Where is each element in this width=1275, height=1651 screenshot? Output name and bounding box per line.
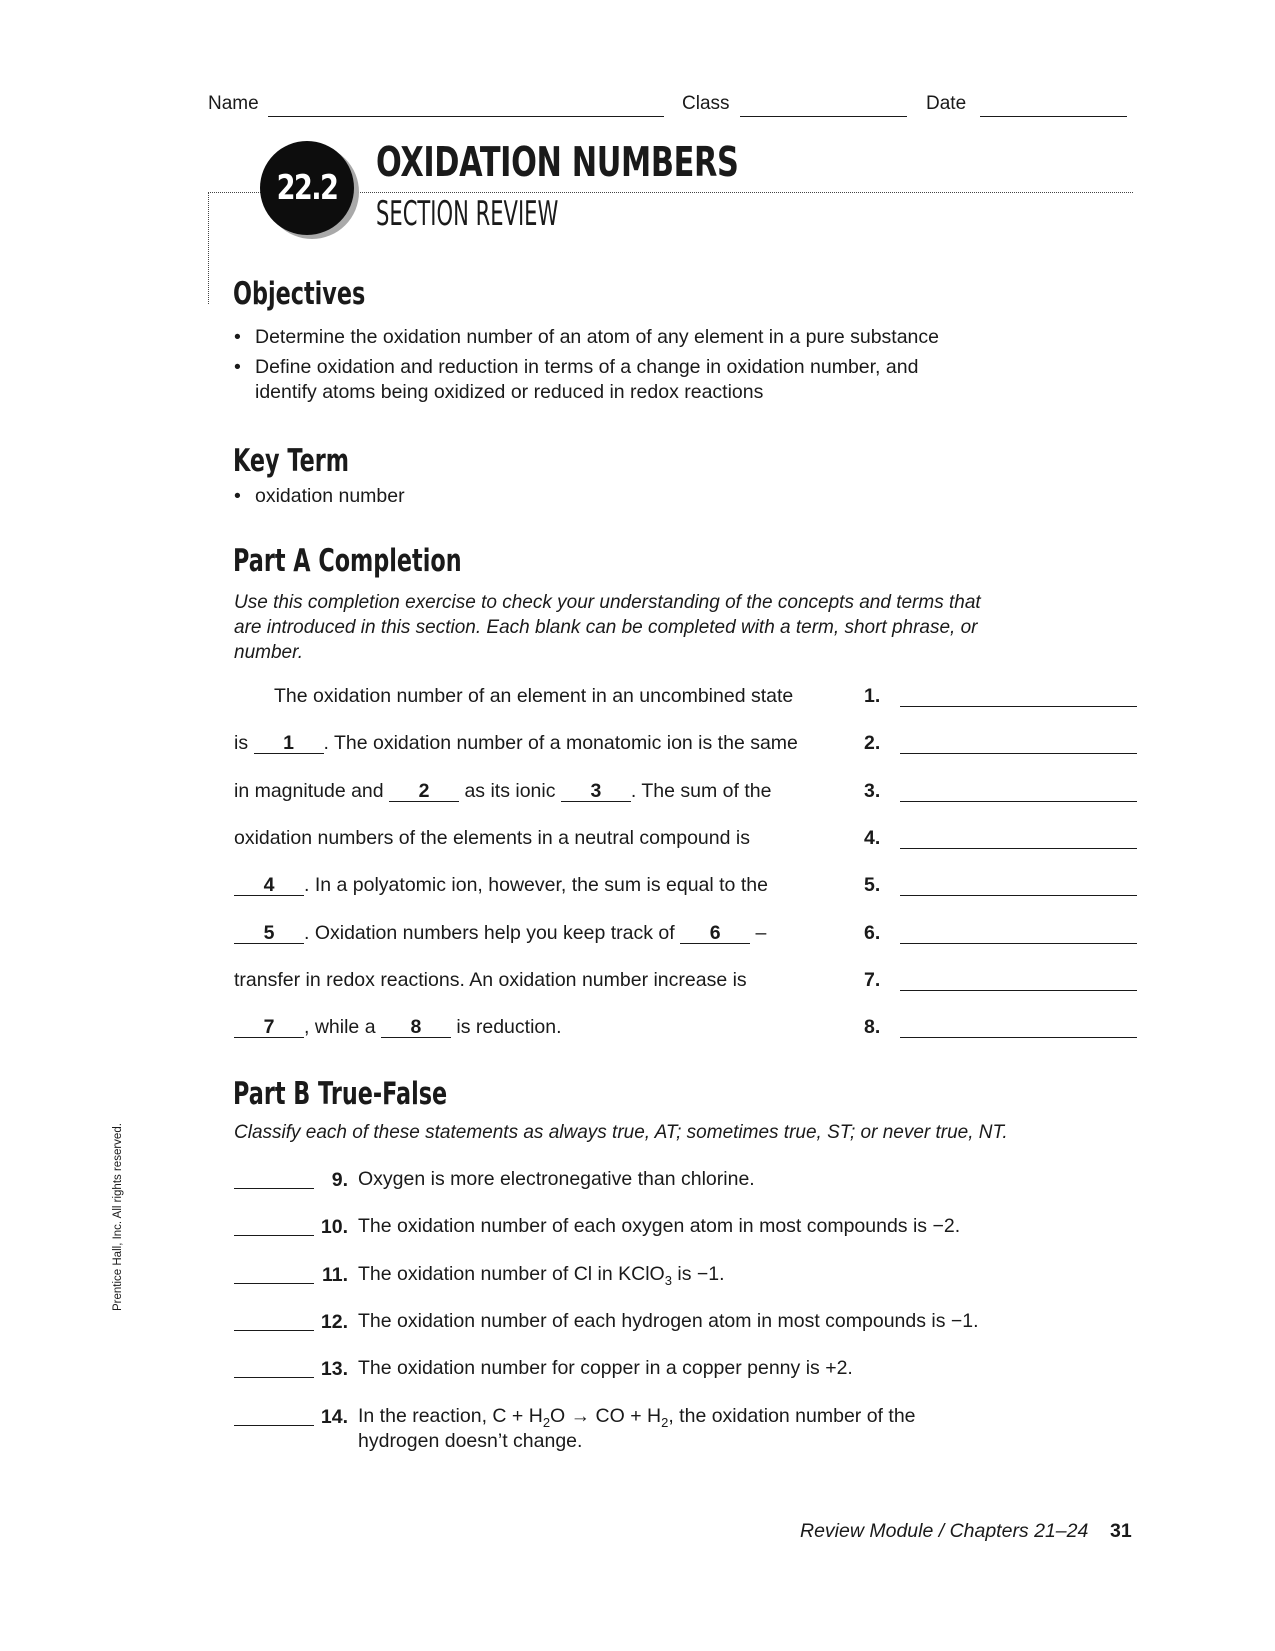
answer-field[interactable] [900, 753, 1137, 754]
part-b-instructions: Classify each of these statements as always true, AT; sometimes true, ST; or never true, NT. [234, 1122, 1008, 1143]
statement-text: The oxidation number of each oxygen atom in most compounds is −2. [358, 1215, 961, 1238]
footer-module: Review Module / Chapters 21–24 [800, 1520, 1089, 1542]
bullet-icon: • [234, 326, 241, 348]
subscript: 2 [661, 1414, 669, 1430]
part-b-heading: Part B True-False [233, 1076, 448, 1112]
objective-text: Define oxidation and reduction in terms of a change in oxidation number, and [255, 356, 919, 378]
answer-field[interactable] [900, 1037, 1137, 1038]
item-number: 9. [331, 1169, 348, 1191]
completion-line: The oxidation number of an element in an uncombined state [274, 685, 794, 707]
date-field[interactable] [980, 116, 1127, 117]
objectives-heading: Objectives [233, 276, 366, 312]
copyright-note: Prentice Hall, Inc. All rights reserved. [112, 1123, 124, 1311]
answer-field[interactable] [900, 990, 1137, 991]
completion-line: is 1 . The oxidation number of a monatomic ion is the same [234, 732, 798, 755]
completion-blank[interactable]: 3 [561, 781, 631, 802]
statement-text: hydrogen doesn’t change. [358, 1429, 583, 1452]
answer-number: 1. [864, 685, 881, 707]
completion-line: transfer in redox reactions. An oxidation number increase is [234, 968, 747, 991]
class-label: Class [682, 93, 730, 114]
statement-text: The oxidation number of each hydrogen atom in most compounds is −1. [358, 1309, 979, 1332]
answer-number: 2. [864, 732, 881, 755]
statement-text: The oxidation number of Cl in KClO$_3$ is −1. [358, 1262, 725, 1288]
completion-blank[interactable]: 6 [680, 923, 750, 944]
section-number: 22.2 [276, 168, 338, 208]
completion-line: oxidation numbers of the elements in a neutral compound is [234, 826, 750, 849]
answer-number: 6. [864, 921, 881, 944]
header-dotted-margin [208, 192, 209, 304]
answer-number: 5. [864, 874, 881, 897]
section-badge [260, 141, 354, 235]
completion-blank[interactable]: 4 [234, 875, 304, 896]
completion-blank[interactable]: 1 [254, 733, 324, 754]
key-term-heading: Key Term [233, 443, 350, 479]
section-subtitle: SECTION REVIEW [376, 194, 559, 234]
answer-field[interactable] [900, 848, 1137, 849]
item-number: 10. [320, 1216, 348, 1239]
objective-text: Determine the oxidation number of an atom of any element in a pure substance [255, 326, 939, 348]
answer-number: 3. [864, 779, 881, 802]
item-number: 14. [320, 1405, 348, 1428]
item-number: 13. [320, 1358, 348, 1381]
answer-field[interactable] [900, 943, 1137, 944]
completion-blank[interactable]: 8 [381, 1017, 451, 1038]
answer-field[interactable] [900, 895, 1137, 896]
answer-number: 4. [864, 826, 881, 849]
objective-text: identify atoms being oxidized or reduced in redox reactions [255, 381, 764, 403]
completion-blank[interactable]: 7 [234, 1017, 304, 1038]
name-field[interactable] [268, 116, 664, 117]
statement-text: Oxygen is more electronegative than chlorine. [358, 1168, 755, 1190]
completion-line: 4 . In a polyatomic ion, however, the sum is equal to the [234, 872, 768, 898]
date-label: Date [926, 93, 967, 114]
item-number: 11. [321, 1263, 348, 1286]
part-a-instructions: Use this completion exercise to check your understanding of the concepts and terms that are introduced in this section. Each blank can be completed with a term, short phrase, or number. [234, 592, 981, 663]
subscript: 2 [542, 1414, 551, 1430]
statement-text: The oxidation number for copper in a copper penny is +2. [358, 1357, 853, 1380]
item-number: 12. [320, 1310, 348, 1333]
subscript: 3 [664, 1272, 672, 1288]
answer-field[interactable] [900, 801, 1137, 802]
completion-line: in magnitude and 2 as its ionic 3 . The sum of the [234, 779, 772, 802]
bullet-icon: • [234, 485, 241, 507]
class-field[interactable] [740, 116, 907, 117]
bullet-icon: • [234, 356, 241, 378]
answer-number: 7. [864, 968, 881, 991]
name-label: Name [208, 93, 259, 114]
answer-number: 8. [864, 1016, 881, 1039]
key-term-text: oxidation number [255, 485, 405, 507]
part-a-heading: Part A Completion [233, 543, 462, 579]
answer-field[interactable] [900, 706, 1137, 707]
section-title: OXIDATION NUMBERS [376, 138, 739, 186]
completion-blank[interactable]: 5 [234, 923, 304, 944]
completion-line: 7 , while a 8 is reduction. [234, 1014, 562, 1040]
statement-text: In the reaction, $C + H_2O$ → CO + $H_2$, the oxidation number of the [358, 1404, 916, 1430]
completion-line: 5 . Oxidation numbers help you keep track of 6 – [234, 920, 766, 946]
page-number: 31 [1110, 1520, 1132, 1542]
completion-blank[interactable]: 2 [389, 781, 459, 802]
